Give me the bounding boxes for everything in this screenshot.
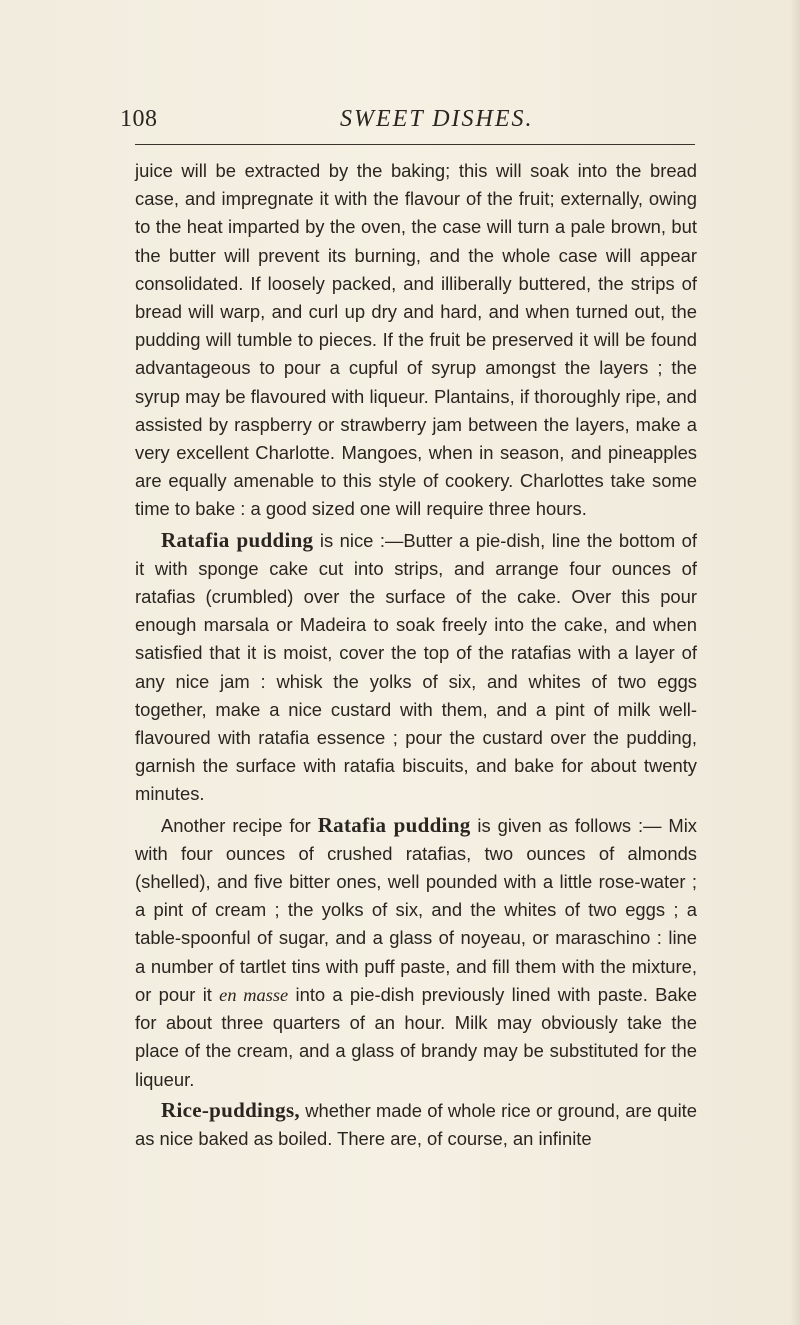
paragraph-rice-puddings: [135, 1096, 697, 1153]
ratafia-pudding-text: is nice :—Butter a pie-dish, line the bottom of it with sponge cake cut into strips, and arrange four ounces of ratafias (crumbled) over the surface of the cake. Over this pour enough marsala or Madeira to soak freely into the cake, and when satisfied that it is moist, cover the top of the ratafias with a layer of any nice jam : whisk the yolks of six, and whites of two eggs together, make a nice custard with them, and a pint of milk well-flavoured with ratafia essence ; pour the custard over the pudding, garnish the surface with ratafia biscuits, and bake for about twenty minutes.: [135, 529, 697, 805]
paragraph-ratafia-pudding-alt: [135, 811, 697, 1094]
rice-puddings-heading: Rice-puddings,: [161, 1097, 300, 1122]
ratafia-alt-italic: en masse: [219, 984, 289, 1005]
ratafia-alt-text-a: is given as follows :— Mix with four ounces of crushed ratafias, two ounces of almonds (shelled), and five bitter ones, well pounded with a little rose-water ; a pint of cream ; the yolks of six, and the whites of two eggs ; a table-spoonful of sugar, and a glass of noyeau, or maraschino : line a number of tartlet tins with puff paste, and fill them with the mixture, or pour it: [135, 814, 697, 1005]
page-header: [120, 106, 680, 136]
ratafia-pudding-heading: Ratafia pudding: [161, 527, 314, 552]
page-edge-shadow: [790, 0, 800, 1325]
ratafia-alt-heading: Ratafia pudding: [317, 812, 471, 837]
page-number: 108: [120, 106, 158, 132]
running-head: SWEET DISHES.: [340, 106, 534, 132]
header-rule: [135, 144, 695, 145]
body-text: [135, 157, 697, 1153]
ratafia-alt-intro: Another recipe for: [161, 814, 318, 836]
paragraph-ratafia-pudding: [135, 526, 697, 809]
paragraph-charlotte: juice will be extracted by the baking; this will soak into the bread case, and impregnate it with the flavour of the fruit; externally, owing to the heat imparted by the oven, the case will turn a pale brown, but the butter will prevent its burning, and the whole case will appear consolidated. If loosely packed, and illiberally buttered, the strips of bread will warp, and curl up dry and hard, and when turned out, the pudding will tumble to pieces. If the fruit be preserved it will be found advantageous to pour a cupful of syrup amongst the layers ; the syrup may be flavoured with liqueur. Plantains, if thoroughly ripe, and assisted by raspberry or strawberry jam between the layers, make a very excellent Charlotte. Mangoes, when in season, and pineapples are equally amenable to this style of cookery. Charlottes take some time to bake : a good sized one will require three hours.: [135, 160, 697, 520]
ratafia-alt-text-b: into a pie-dish previously lined with paste. Bake for about three quarters of an hour. Milk may obviously take the place of the cream, and a glass of brandy may be substituted for the liqueur.: [135, 983, 698, 1090]
rice-puddings-text: whether made of whole rice or ground, are quite as nice baked as boiled. There are, of course, an infinite: [135, 1099, 697, 1149]
